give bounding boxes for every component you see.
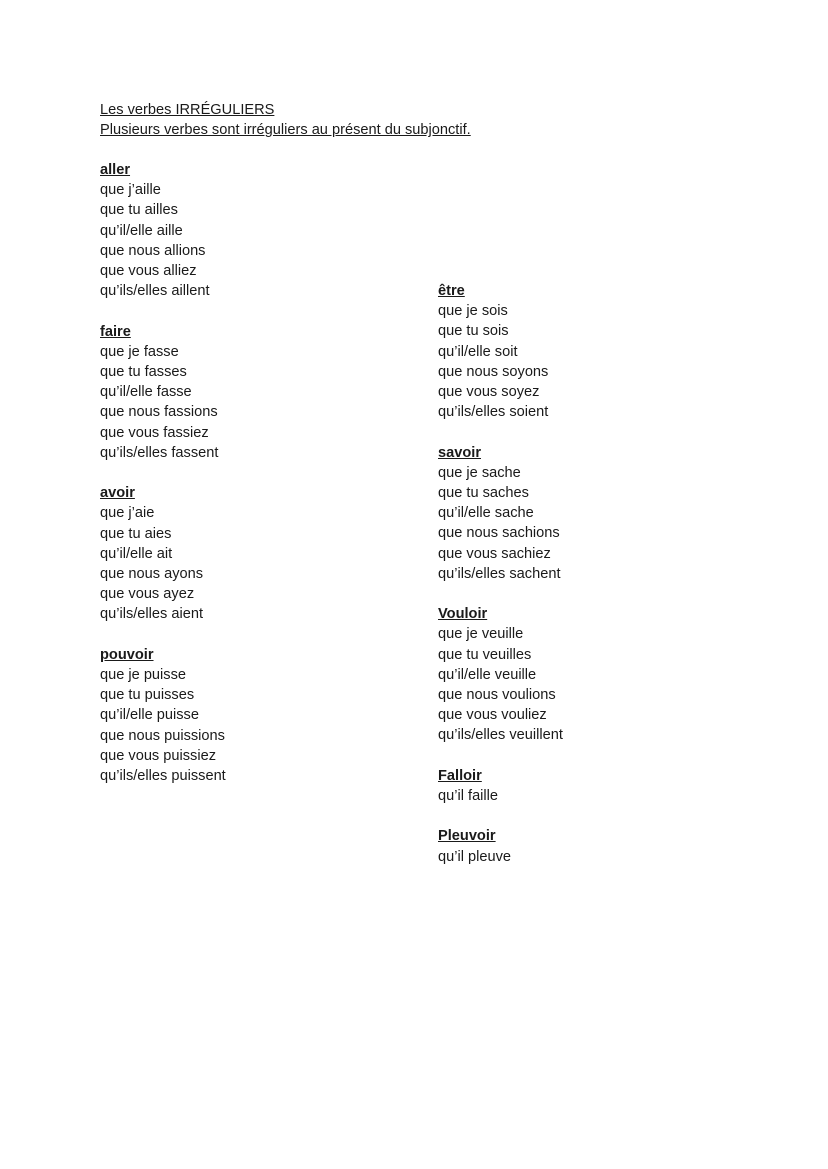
document-subtitle: Plusieurs verbes sont irréguliers au présent du subjonctif. — [100, 122, 471, 139]
verb-block-savoir — [438, 443, 563, 584]
conjugation-line: que tu ailles — [100, 202, 178, 219]
conjugation-line: que nous fassions — [100, 404, 218, 421]
conjugation-line: que je sois — [438, 303, 508, 320]
verb-block-avoir — [100, 483, 226, 624]
conjugation-line: que nous allions — [100, 242, 206, 259]
conjugation-line: que nous sachions — [438, 525, 560, 542]
conjugation-line: qu’il/elle ait — [100, 545, 173, 562]
left-column — [100, 160, 226, 806]
verb-title: Falloir — [438, 767, 482, 784]
conjugation-line: qu’il/elle soit — [438, 343, 518, 360]
conjugation-line: qu’il/elle fasse — [100, 384, 192, 401]
conjugation-line: que vous sachiez — [438, 545, 551, 562]
conjugation-line: qu’il/elle sache — [438, 505, 534, 522]
conjugation-line: que nous ayons — [100, 566, 204, 583]
verb-block-pleuvoir — [438, 826, 563, 866]
verb-title: savoir — [438, 444, 481, 461]
verb-title: faire — [100, 323, 131, 340]
conjugation-line: qu’il pleuve — [438, 848, 512, 865]
conjugation-line: qu’ils/elles sachent — [438, 565, 561, 582]
conjugation-line: que nous puissions — [100, 727, 225, 744]
conjugation-line: que j’aille — [100, 182, 161, 199]
verb-block-pouvoir — [100, 645, 226, 786]
conjugation-line: qu’ils/elles puissent — [100, 768, 226, 785]
conjugation-line: que tu saches — [438, 485, 529, 502]
verb-block-aller — [100, 160, 226, 301]
verb-title: aller — [100, 162, 131, 178]
conjugation-line: que je sache — [438, 464, 521, 481]
conjugation-line: que nous voulions — [438, 687, 556, 704]
verb-block-faire — [100, 322, 226, 463]
conjugation-line: qu’ils/elles aillent — [100, 283, 210, 300]
conjugation-line: que vous alliez — [100, 263, 197, 280]
document-title: Les verbes IRRÉGULIERS — [100, 102, 275, 118]
verb-title: pouvoir — [100, 646, 154, 663]
conjugation-line: que nous soyons — [438, 363, 549, 380]
verb-title: avoir — [100, 485, 135, 502]
verb-block-etre — [438, 281, 563, 422]
conjugation-line: que je puisse — [100, 667, 187, 684]
conjugation-line: qu’il/elle puisse — [100, 707, 199, 724]
conjugation-line: que tu aies — [100, 525, 172, 542]
conjugation-line: qu’ils/elles fassent — [100, 444, 219, 461]
verb-title: être — [438, 283, 465, 299]
verb-title: Pleuvoir — [438, 828, 496, 845]
conjugation-line: que vous puissiez — [100, 747, 217, 764]
conjugation-line: qu’ils/elles soient — [438, 404, 549, 421]
conjugation-line: que je veuille — [438, 626, 524, 643]
right-column — [438, 281, 563, 887]
conjugation-line: que tu sois — [438, 323, 509, 340]
conjugation-line: que je fasse — [100, 343, 179, 360]
document-header — [100, 100, 471, 140]
verb-block-falloir — [438, 766, 563, 806]
conjugation-line: que vous ayez — [100, 586, 195, 603]
conjugation-line: que vous vouliez — [438, 707, 547, 724]
conjugation-line: que vous soyez — [438, 384, 540, 401]
conjugation-line: qu’il faille — [438, 788, 499, 805]
verb-title: Vouloir — [438, 606, 488, 623]
conjugation-line: qu’ils/elles aient — [100, 606, 204, 623]
conjugation-line: que tu veuilles — [438, 646, 532, 663]
verb-block-vouloir — [438, 604, 563, 745]
conjugation-line: que tu puisses — [100, 687, 195, 704]
conjugation-line: que j’aie — [100, 505, 155, 522]
conjugation-line: que tu fasses — [100, 364, 187, 381]
conjugation-line: qu’ils/elles veuillent — [438, 727, 563, 744]
conjugation-line: que vous fassiez — [100, 424, 209, 441]
conjugation-line: qu’il/elle veuille — [438, 666, 537, 683]
conjugation-line: qu’il/elle aille — [100, 222, 183, 239]
